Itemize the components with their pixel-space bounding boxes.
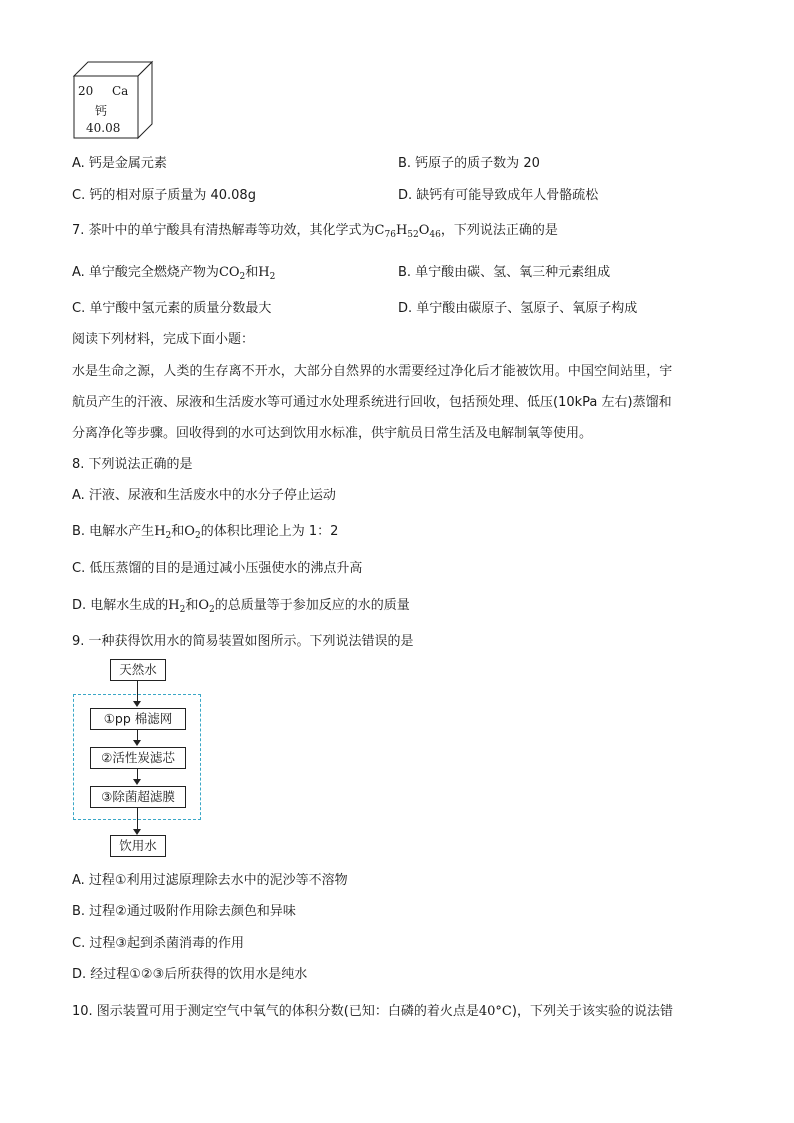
q6-option-b: B. 钙原子的质子数为 20 (398, 156, 540, 171)
element-name: 钙 (95, 104, 108, 118)
q7-formula: $C_{76}H_{52}O_{46}$ (374, 223, 441, 240)
diagram-arrow-4 (137, 807, 138, 830)
q10-stem: 10. 图示装置可用于测定空气中氧气的体积分数(已知：白磷的着火点是40°C)，下列关于该实验的说法错 (72, 1004, 673, 1019)
diagram-arrowhead-3 (133, 779, 141, 785)
q8-stem: 8. 下列说法正确的是 (72, 457, 193, 472)
diagram-arrowhead-2 (133, 740, 141, 746)
q7-option-b: B. 单宁酸由碳、氢、氧三种元素组成 (398, 265, 611, 280)
q7-option-a: A. 单宁酸完全燃烧产物为$CO_2$和$H_2$ (72, 265, 276, 282)
q8-option-a: A. 汗液、尿液和生活废水中的水分子停止运动 (72, 488, 336, 503)
reading-line-1: 水是生命之源，人类的生存离不开水，大部分自然界的水需要经过净化后才能被饮用。中国空间站里，宇 (72, 364, 673, 379)
diagram-output-box: 饮用水 (110, 835, 166, 857)
diagram-step-3-box: ③除菌超滤膜 (90, 786, 186, 808)
q9-option-a: A. 过程①利用过滤原理除去水中的泥沙等不溶物 (72, 873, 348, 888)
reading-intro: 阅读下列材料，完成下面小题： (72, 332, 255, 347)
q8-option-c: C. 低压蒸馏的目的是通过减小压强使水的沸点升高 (72, 561, 363, 576)
q8-option-b: B. 电解水产生$H_2$和$O_2$的体积比理论上为 1：2 (72, 524, 339, 541)
diagram-step-2-box: ②活性炭滤芯 (90, 747, 186, 769)
q7-option-d: D. 单宁酸由碳原子、氢原子、氧原子构成 (398, 301, 638, 316)
q9-stem: 9. 一种获得饮用水的简易装置如图所示。下列说法错误的是 (72, 634, 414, 649)
q6-option-d: D. 缺钙有可能导致成年人骨骼疏松 (398, 188, 599, 203)
reading-line-3: 分离净化等步骤。回收得到的水可达到饮用水标准，供宇航员日常生活及电解制氧等使用。 (72, 426, 593, 441)
q8-option-d: D. 电解水生成的$H_2$和$O_2$的总质量等于参加反应的水的质量 (72, 598, 410, 615)
q6-option-a: A. 钙是金属元素 (72, 156, 167, 171)
element-mass: 40.08 (86, 121, 121, 135)
q9-option-b: B. 过程②通过吸附作用除去颜色和异味 (72, 904, 296, 919)
q7-stem: 7. 茶叶中的单宁酸具有清热解毒等功效，其化学式为$C_{76}H_{52}O_{46}$，下列说法正确的是 (72, 223, 558, 240)
q7-option-c: C. 单宁酸中氢元素的质量分数最大 (72, 301, 272, 316)
diagram-step-1-box: ①pp 棉滤网 (90, 708, 186, 730)
reading-line-2: 航员产生的汗液、尿液和生活废水等可通过水处理系统进行回收，包括预处理、低压(10kPa 左右)蒸馏和 (72, 395, 672, 410)
q9-option-c: C. 过程③起到杀菌消毒的作用 (72, 936, 244, 951)
element-symbol: Ca (112, 84, 129, 98)
diagram-source-box: 天然水 (110, 659, 166, 681)
q9-option-d: D. 经过程①②③后所获得的饮用水是纯水 (72, 967, 308, 982)
q6-option-c: C. 钙的相对原子质量为 40.08g (72, 188, 256, 203)
element-number: 20 (78, 84, 94, 98)
